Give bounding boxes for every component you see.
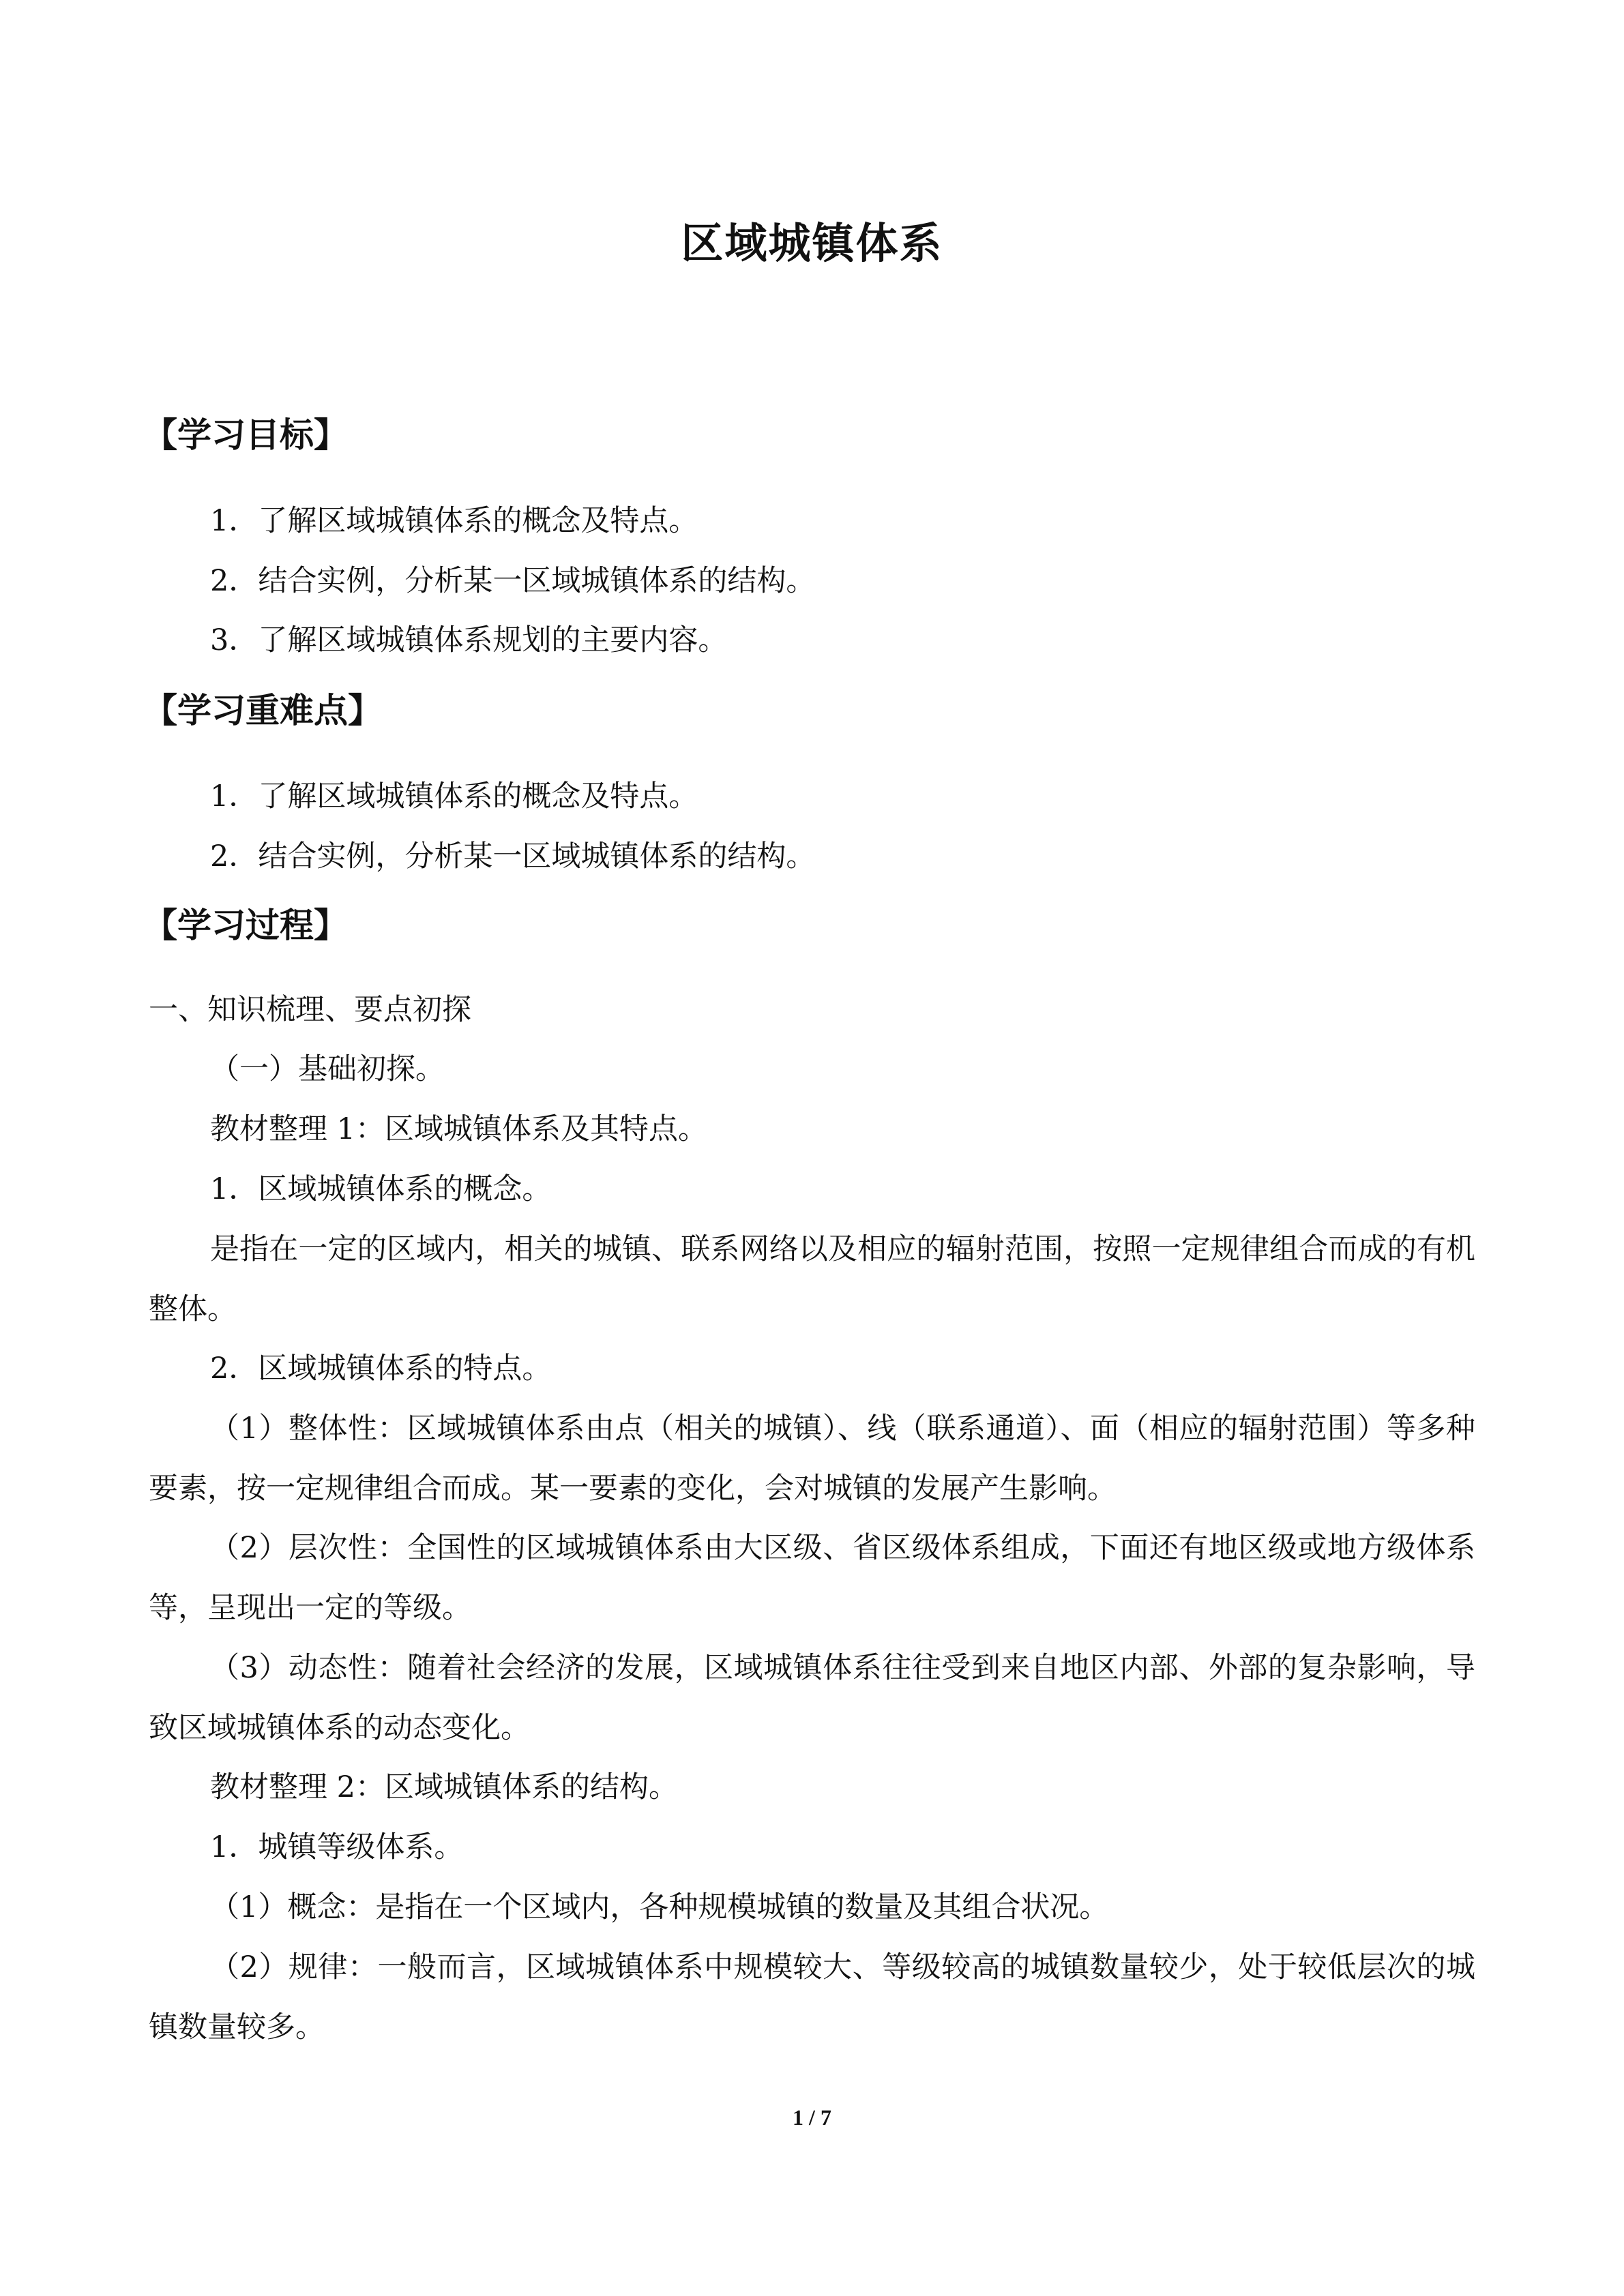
page-title: 区域城镇体系 xyxy=(681,218,943,268)
key-point-item-1: 1．了解区域城镇体系的概念及特点。 xyxy=(210,779,698,814)
section-heading-process: 【学习过程】 xyxy=(143,906,348,945)
section-heading-objectives: 【学习目标】 xyxy=(143,415,348,455)
objective-item-2: 2．结合实例，分析某一区域城镇体系的结构。 xyxy=(210,564,816,598)
feature-wholeness-paragraph: （1）整体性：区域城镇体系由点（相关的城镇）、线（联系通道）、面（相应的辐射范围）等多种要素，按一定规律组合而成。某一要素的变化，会对城镇的发展产生影响。 xyxy=(149,1412,1475,1506)
material-2-heading: 教材整理 2：区域城镇体系的结构。 xyxy=(210,1770,679,1804)
objective-item-3: 3．了解区域城镇体系规划的主要内容。 xyxy=(210,623,728,657)
feature-dynamic-paragraph: （3）动态性：随着社会经济的发展，区域城镇体系往往受到来自地区内部、外部的复杂影响，导致区域城镇体系的动态变化。 xyxy=(149,1651,1475,1745)
concept-heading: 1．区域城镇体系的概念。 xyxy=(210,1172,552,1206)
hierarchy-concept-line: （1）概念：是指在一个区域内，各种规模城镇的数量及其组合状况。 xyxy=(210,1890,1109,1924)
basics-heading: （一）基础初探。 xyxy=(210,1052,445,1086)
feature-hierarchy-paragraph: （2）层次性：全国性的区域城镇体系由大区级、省区级体系组成，下面还有地区级或地方级体系等，呈现出一定的等级。 xyxy=(149,1531,1475,1625)
features-heading: 2．区域城镇体系的特点。 xyxy=(210,1352,552,1386)
objective-item-1: 1．了解区域城镇体系的概念及特点。 xyxy=(210,504,698,538)
section-heading-key-points: 【学习重难点】 xyxy=(143,691,382,730)
material-1-heading: 教材整理 1：区域城镇体系及其特点。 xyxy=(210,1112,708,1146)
hierarchy-system-heading: 1．城镇等级体系。 xyxy=(210,1830,464,1864)
page-number: 1 / 7 xyxy=(793,2105,831,2130)
part-one-heading: 一、知识梳理、要点初探 xyxy=(149,993,471,1027)
key-point-item-2: 2．结合实例，分析某一区域城镇体系的结构。 xyxy=(210,839,816,874)
concept-paragraph: 是指在一定的区域内，相关的城镇、联系网络以及相应的辐射范围，按照一定规律组合而成的有机整体。 xyxy=(149,1232,1475,1326)
hierarchy-rule-paragraph: （2）规律：一般而言，区域城镇体系中规模较大、等级较高的城镇数量较少，处于较低层次的城镇数量较多。 xyxy=(149,1950,1475,2044)
